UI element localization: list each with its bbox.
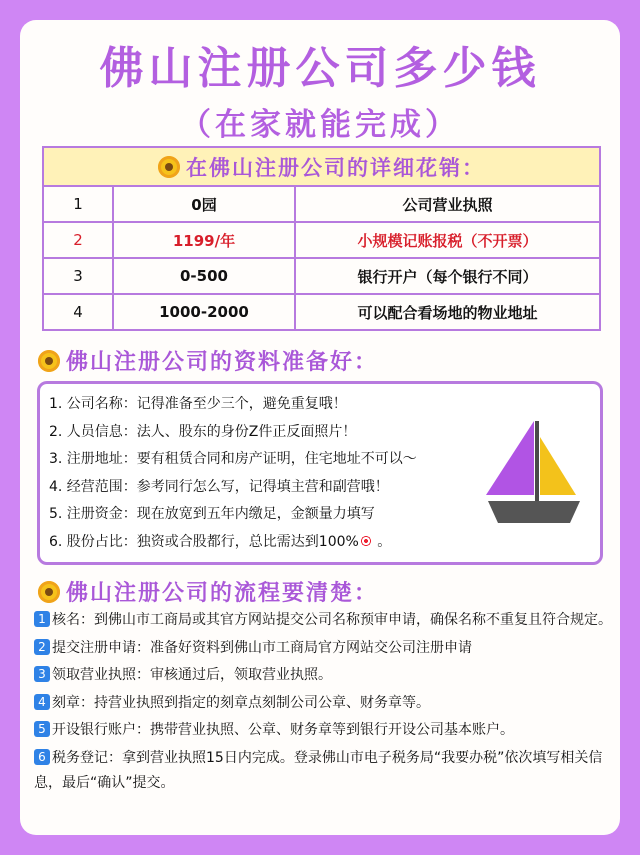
step-number-badge: 6	[34, 749, 50, 765]
row-amount: 0园	[113, 186, 295, 222]
row-number: 3	[43, 258, 113, 294]
process-heading	[38, 576, 378, 607]
materials-box	[37, 381, 603, 565]
list-item	[49, 529, 417, 557]
row-number: 4	[43, 294, 113, 330]
process-steps	[34, 608, 614, 799]
list-item	[34, 663, 614, 689]
step-text: 领取营业执照：审核通过后，领取营业执照。	[52, 667, 332, 683]
cost-table-header-row	[43, 147, 600, 186]
list-item	[34, 718, 614, 744]
step-number-badge: 2	[34, 639, 50, 655]
sunflower-icon	[38, 350, 60, 372]
step-text: 税务登记：拿到营业执照15日内完成。登录佛山市电子税务局“我要办税”依次填写相关信息，最后“确认”提交。	[34, 749, 603, 791]
list-item	[34, 691, 614, 717]
table-row	[43, 222, 600, 258]
page-subtitle: （在家就能完成）	[180, 107, 460, 143]
row-item: 可以配合看场地的物业地址	[295, 294, 600, 330]
materials-heading	[38, 345, 378, 376]
list-item: 3. 注册地址：要有租赁合同和房产证明，住宅地址不可以～	[49, 451, 417, 467]
row-amount: 0-500	[113, 258, 295, 294]
row-number: 2	[43, 222, 113, 258]
materials-heading-text: 佛山注册公司的资料准备好：	[66, 350, 379, 375]
step-number-badge: 4	[34, 694, 50, 710]
step-number-badge: 1	[34, 611, 50, 627]
cost-table-header-text: 在佛山注册公司的详细花销：	[186, 155, 485, 180]
table-row	[43, 258, 600, 294]
step-text: 核名：到佛山市工商局或其官方网站提交公司名称预审申请，确保名称不重复且符合规定。	[52, 612, 612, 628]
row-item: 公司营业执照	[295, 186, 600, 222]
row-amount: 1199/年	[113, 222, 295, 258]
cost-table-header	[43, 147, 600, 186]
row-item: 小规模记账报税（不开票）	[295, 222, 600, 258]
list-item: 4. 经营范围：参考同行怎么写，记得填主营和副营哦！	[49, 478, 389, 495]
row-amount: 1000-2000	[113, 294, 295, 330]
step-number-badge: 3	[34, 666, 50, 682]
row-item: 银行开户（每个银行不同）	[295, 258, 600, 294]
sunflower-icon	[158, 156, 180, 178]
cost-table	[42, 146, 601, 331]
materials-list	[49, 391, 417, 556]
list-item: 5. 注册资金：现在放宽到五年内缴足，金额量力填写	[49, 506, 375, 522]
step-text: 开设银行账户：携带营业执照、公章、财务章等到银行开设公司基本账户。	[52, 722, 514, 738]
list-item	[34, 608, 614, 634]
list-item: 2. 人员信息：法人、股东的身份Z件正反面照片！	[49, 423, 357, 440]
row-number: 1	[43, 186, 113, 222]
table-row	[43, 186, 600, 222]
bullseye-icon	[359, 534, 373, 548]
process-heading-text: 佛山注册公司的流程要清楚：	[66, 581, 379, 606]
page-title: 佛山注册公司多少钱	[99, 43, 541, 94]
list-item: 1. 公司名称：记得准备至少三个，避免重复哦！	[49, 396, 347, 412]
list-item-suffix: 。	[377, 533, 392, 550]
sailboat-icon	[482, 419, 582, 534]
sunflower-icon	[38, 581, 60, 603]
list-item	[34, 746, 614, 797]
step-number-badge: 5	[34, 721, 50, 737]
step-text: 刻章：持营业执照到指定的刻章点刻制公司公章、财务章等。	[52, 694, 430, 711]
list-item-text: 6. 股份占比：独资或合股都行，总比需达到100%	[49, 533, 359, 550]
list-item	[34, 636, 614, 662]
table-row	[43, 294, 600, 330]
step-text: 提交注册申请：准备好资料到佛山市工商局官方网站交公司注册申请	[52, 639, 472, 656]
